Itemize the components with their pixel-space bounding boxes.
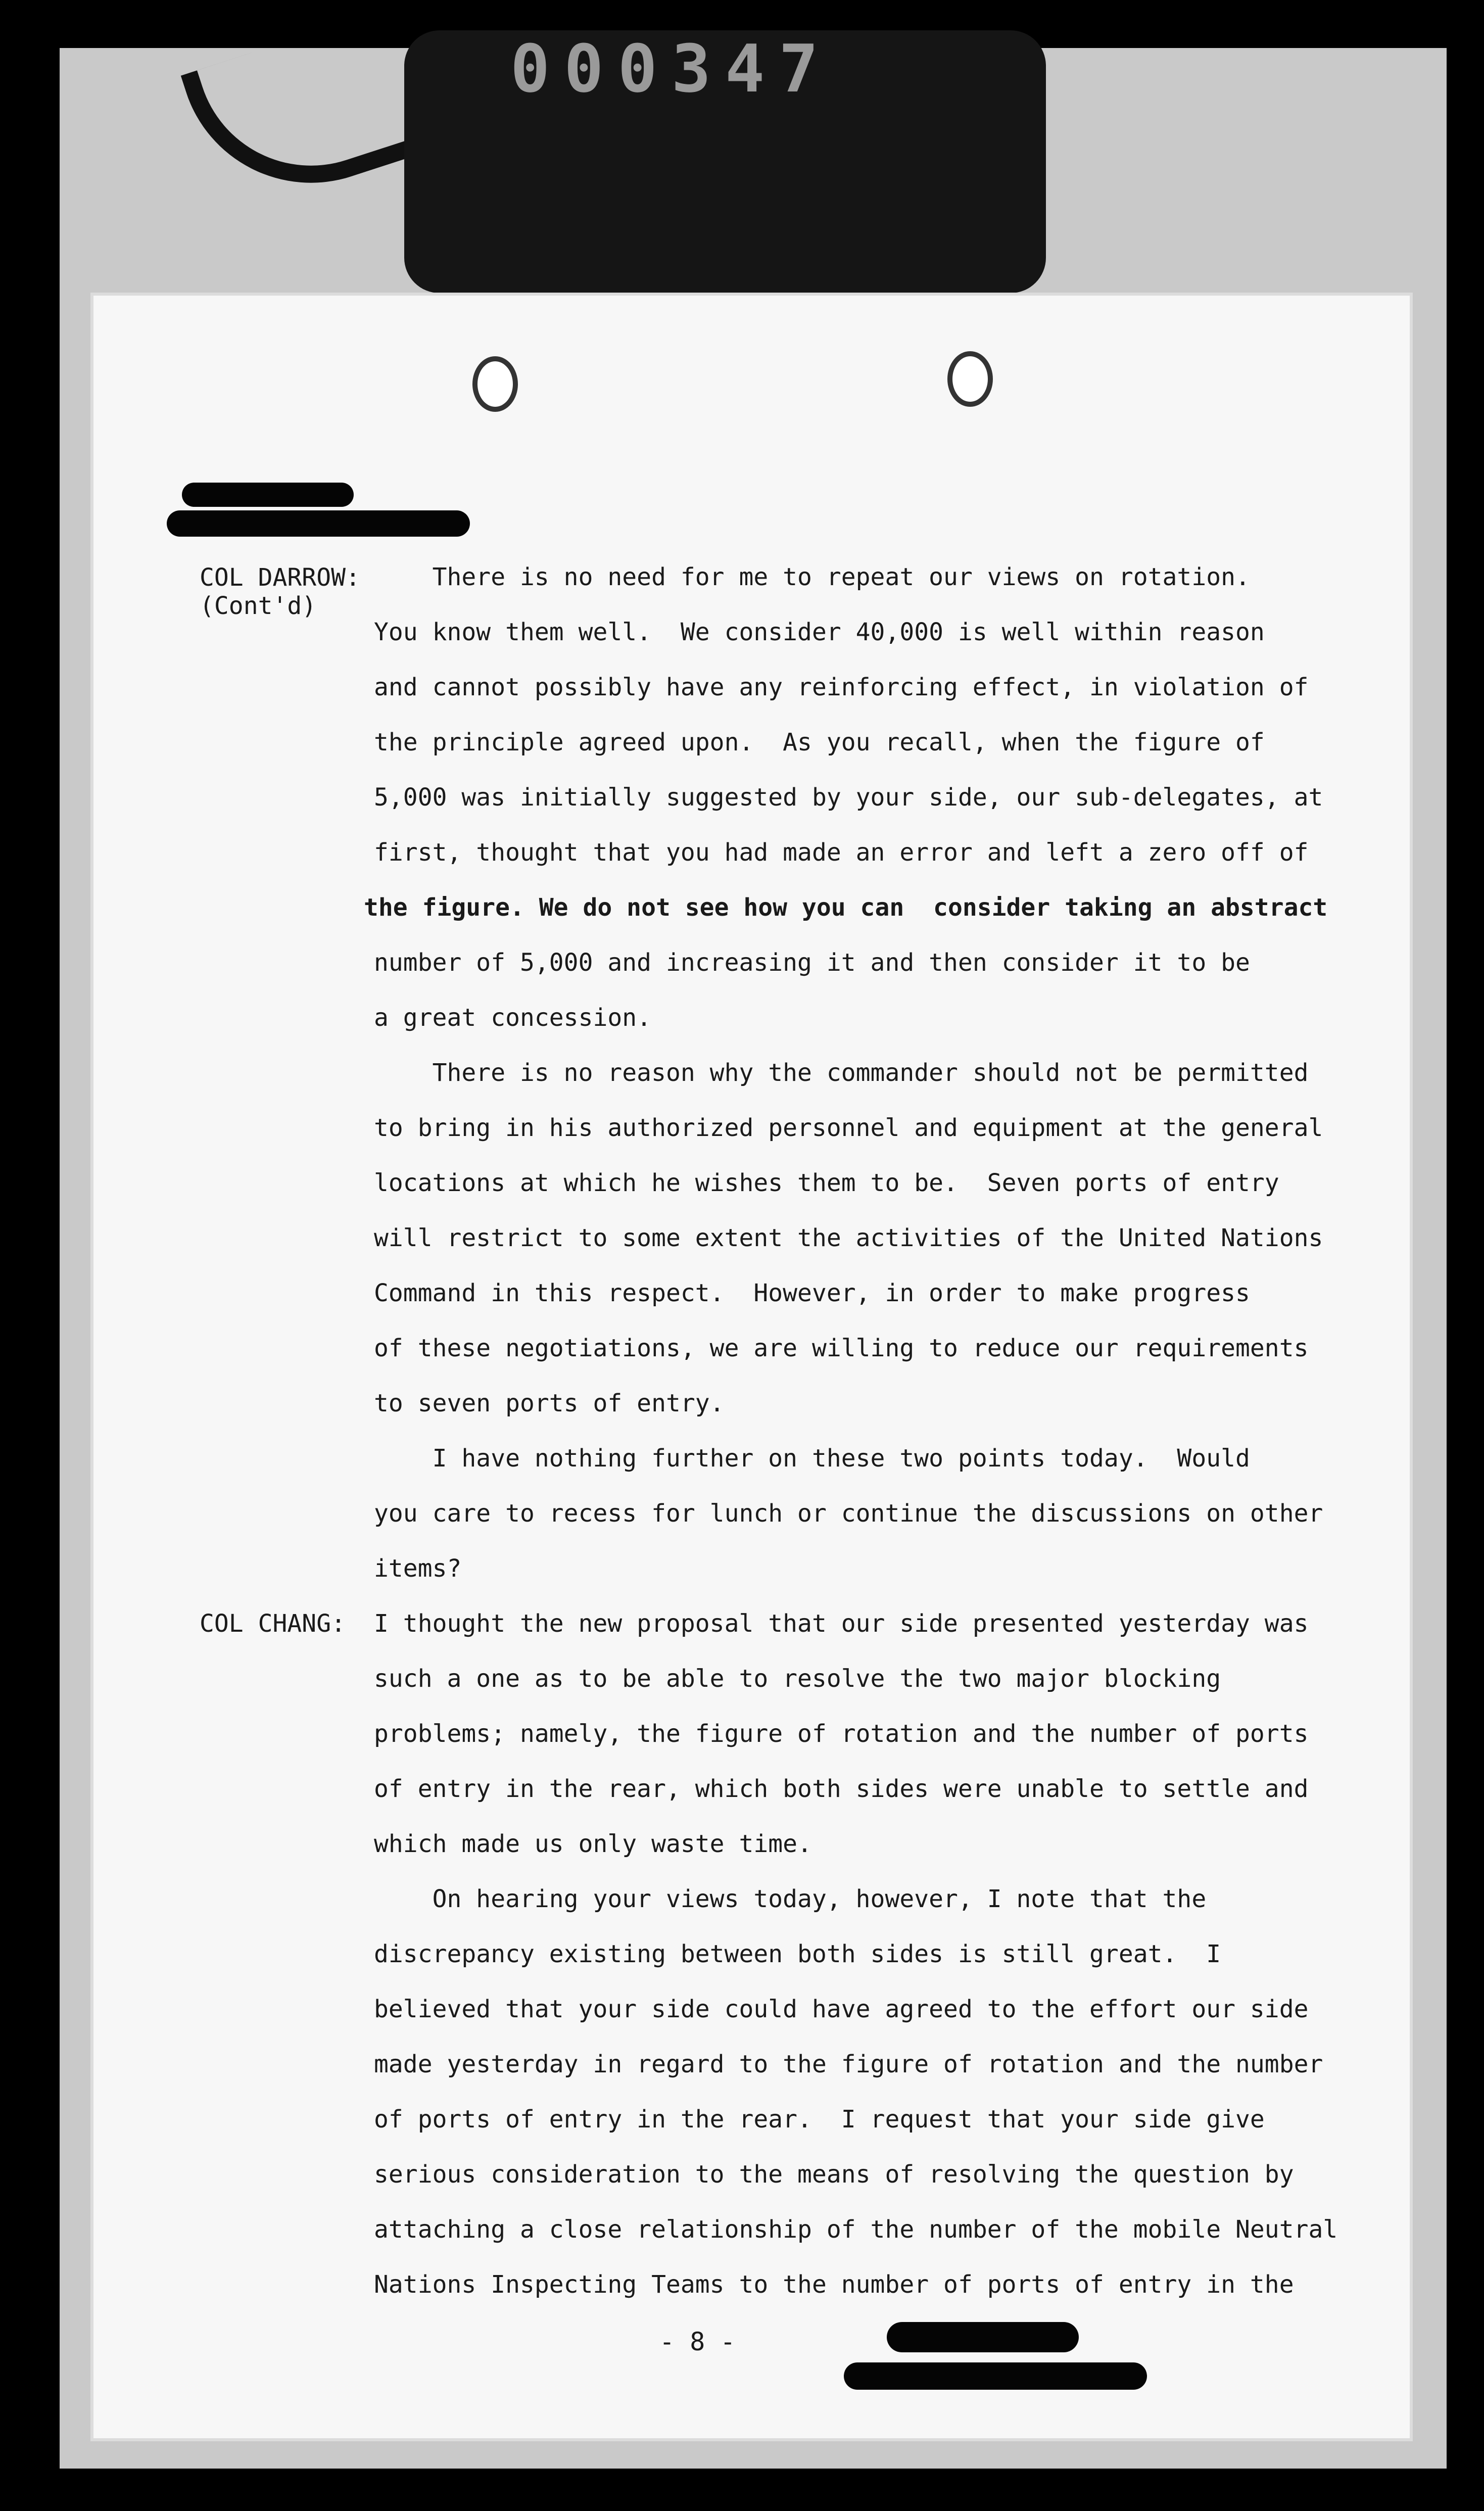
- text-line: such a one as to be able to resolve the two major blocking: [374, 1665, 1221, 1693]
- speaker-note: (Cont'd): [200, 592, 317, 620]
- text-line: and cannot possibly have any reinforcing effect, in violation of: [374, 673, 1309, 701]
- text-line: serious consideration to the means of resolving the question by: [374, 2160, 1294, 2189]
- text-line: Nations Inspecting Teams to the number of ports of entry in the: [374, 2270, 1294, 2299]
- text-line: problems; namely, the figure of rotation and the number of ports: [374, 1720, 1309, 1748]
- text-line: There is no need for me to repeat our views on rotation.: [374, 563, 1250, 591]
- text-line: the figure. We do not see how you can consider taking an abstract: [364, 893, 1328, 922]
- text-line: made yesterday in regard to the figure of rotation and the number: [374, 2050, 1323, 2078]
- frame-counter: 000347: [510, 30, 833, 107]
- speaker-label: COL DARROW:: [200, 563, 360, 592]
- text-line: On hearing your views today, however, I note that the: [374, 1885, 1207, 1913]
- document-page: [93, 296, 1410, 2438]
- text-line: locations at which he wishes them to be. Seven ports of entry: [374, 1169, 1279, 1197]
- text-line: Command in this respect. However, in order to make progress: [374, 1279, 1250, 1307]
- text-line: which made us only waste time.: [374, 1830, 812, 1858]
- text-line: of ports of entry in the rear. I request that your side give: [374, 2105, 1265, 2134]
- redaction-bar: [887, 2322, 1079, 2352]
- text-line: attaching a close relationship of the number of the mobile Neutral: [374, 2215, 1338, 2244]
- punch-hole-right: [947, 351, 993, 407]
- text-line: the principle agreed upon. As you recall, when the figure of: [374, 728, 1265, 756]
- text-line: number of 5,000 and increasing it and then consider it to be: [374, 949, 1250, 977]
- speaker-label: COL CHANG:: [200, 1609, 346, 1638]
- redaction-bar: [844, 2362, 1147, 2390]
- punch-hole-left: [472, 356, 518, 412]
- text-line: You know them well. We consider 40,000 is well within reason: [374, 618, 1265, 646]
- text-line: to bring in his authorized personnel and equipment at the general: [374, 1114, 1323, 1142]
- text-line: There is no reason why the commander should not be permitted: [374, 1059, 1309, 1087]
- text-line: to seven ports of entry.: [374, 1389, 725, 1417]
- redaction-bar: [182, 483, 354, 507]
- text-line: discrepancy existing between both sides is still great. I: [374, 1940, 1221, 1968]
- text-line: 5,000 was initially suggested by your side, our sub-delegates, at: [374, 783, 1323, 812]
- text-line: first, thought that you had made an error and left a zero off of: [374, 838, 1309, 867]
- text-line: of these negotiations, we are willing to reduce our requirements: [374, 1334, 1309, 1362]
- text-line: I have nothing further on these two points today. Would: [374, 1444, 1250, 1473]
- redaction-bar: [167, 510, 470, 537]
- page-number: - 8 -: [659, 2327, 736, 2356]
- text-line: I thought the new proposal that our side presented yesterday was: [374, 1609, 1309, 1638]
- text-line: will restrict to some extent the activities of the United Nations: [374, 1224, 1323, 1252]
- text-line: a great concession.: [374, 1004, 652, 1032]
- text-line: you care to recess for lunch or continue the discussions on other: [374, 1499, 1323, 1528]
- text-line: believed that your side could have agreed to the effort our side: [374, 1995, 1309, 2023]
- text-line: of entry in the rear, which both sides were unable to settle and: [374, 1775, 1309, 1803]
- text-line: items?: [374, 1554, 462, 1583]
